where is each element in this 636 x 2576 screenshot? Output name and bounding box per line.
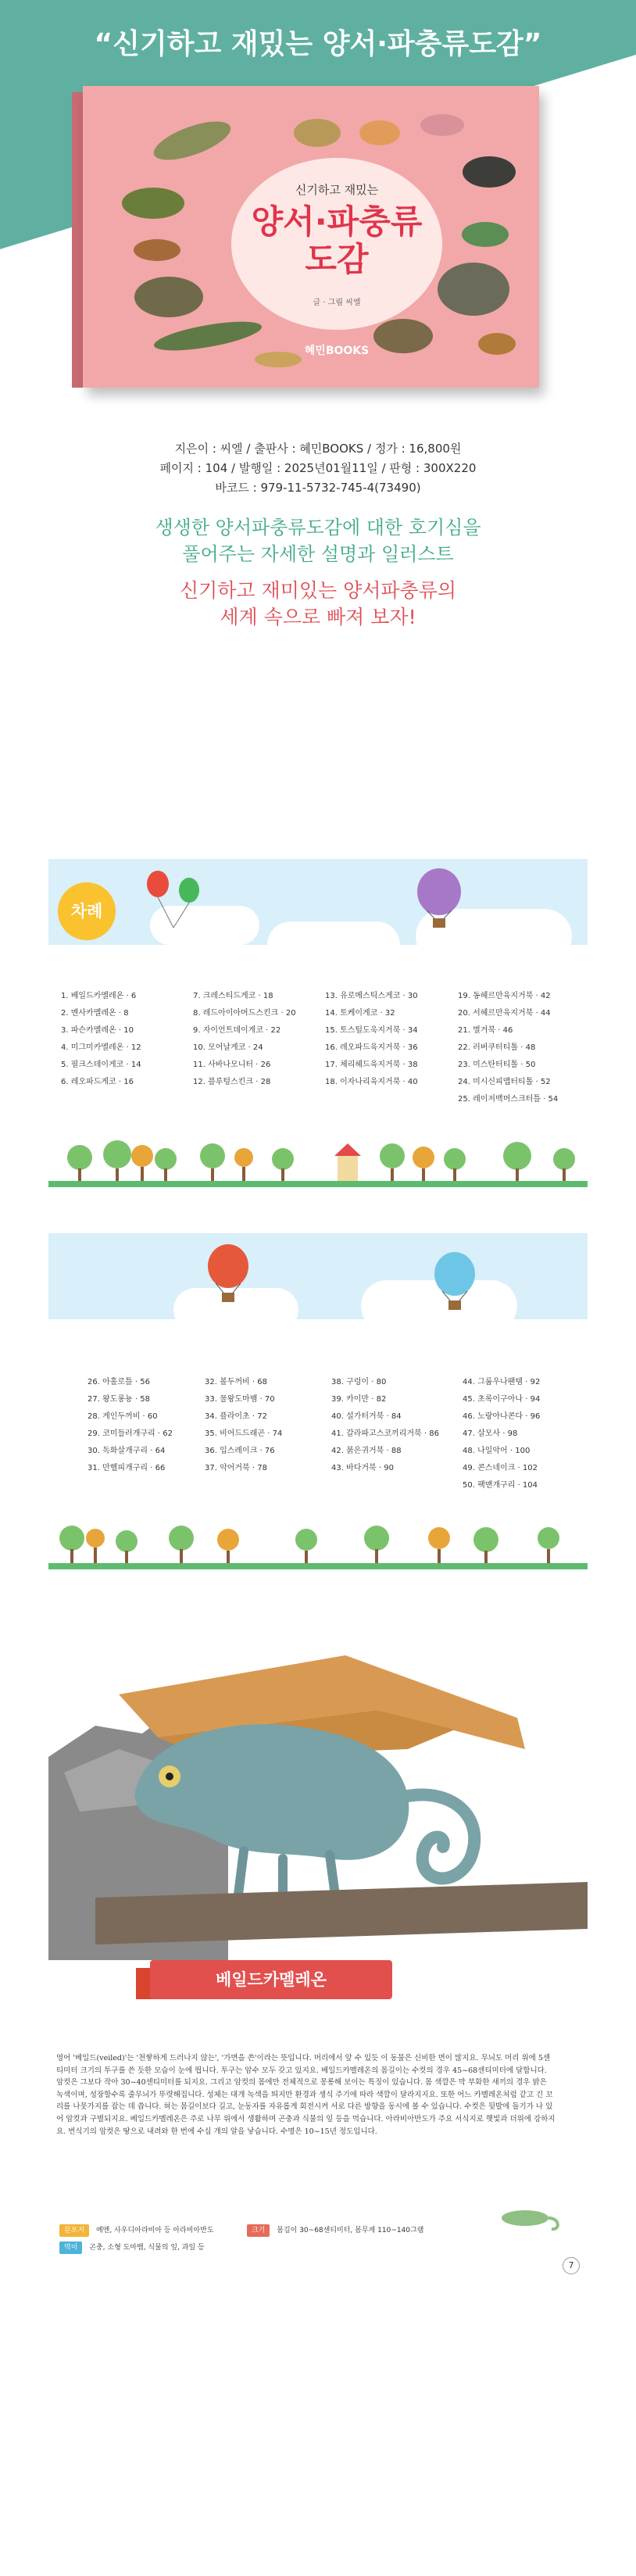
mini-chameleon-icon <box>486 2202 564 2234</box>
cloud-band <box>48 945 588 992</box>
toc-item: 28. 게인두꺼비 · 60 <box>88 1412 158 1421</box>
tagline-red-line: 신기하고 재미있는 양서파충류의 <box>180 579 456 602</box>
toc-item: 18. 이자나리육지거북 · 40 <box>325 1078 418 1086</box>
toc-item: 5. 필크스데이게코 · 14 <box>61 1061 141 1069</box>
toc-item: 40. 설가터거북 · 84 <box>331 1412 402 1421</box>
cover-title-line1: 양서·파충류 <box>251 202 423 241</box>
toc-item: 24. 미시신피맵터티톨 · 52 <box>458 1078 551 1086</box>
book-info <box>0 439 636 498</box>
toc-item: 47. 살모사 · 98 <box>463 1429 518 1438</box>
fact-value: 곤충, 소형 도마뱀, 식물의 잎, 과일 등 <box>89 2244 205 2252</box>
info-line: 페이지 : 104 / 발행일 : 2025년01월11일 / 판형 : 300X220 <box>159 461 477 475</box>
toc-item: 30. 독화살개구리 · 64 <box>88 1447 166 1455</box>
tagline-green-line: 풀어주는 자세한 설명과 일러스트 <box>182 543 454 565</box>
toc-item: 19. 동헤르만육지거북 · 42 <box>458 992 551 1000</box>
book-cover-image <box>72 86 539 391</box>
hot-air-balloon-icon <box>416 867 463 945</box>
toc-item: 1. 베일드카멜레온 · 6 <box>61 992 137 1000</box>
toc-item: 21. 별거북 · 46 <box>458 1026 513 1035</box>
toc-item: 13. 유로메스틱스게코 · 30 <box>325 992 418 1000</box>
toc-item: 23. 미스탄터티톨 · 50 <box>458 1061 536 1069</box>
book-spine <box>72 92 83 388</box>
balloons-illustration <box>142 867 213 929</box>
toc-column <box>325 988 418 1091</box>
hot-air-balloon-icon <box>205 1241 252 1319</box>
toc-item: 32. 볼두꺼비 · 68 <box>205 1378 267 1386</box>
cover-subtitle: 신기하고 재밌는 <box>295 183 379 197</box>
fact-key: 크기 <box>247 2224 270 2237</box>
fact-food <box>59 2241 205 2254</box>
toc-column <box>331 1374 439 1477</box>
toc-item: 25. 레이저백머스크터틀 · 54 <box>458 1095 559 1104</box>
toc-item: 9. 자이언트데이게코 · 22 <box>193 1026 281 1035</box>
article-section <box>48 1960 588 2398</box>
toc-item: 37. 악어거북 · 78 <box>205 1464 267 1472</box>
toc-item: 34. 플라이초 · 72 <box>205 1412 267 1421</box>
headline: “신기하고 재밌는 양서·파충류도감” <box>94 28 542 60</box>
toc-column <box>205 1374 282 1477</box>
info-line: 지은이 : 씨엘 / 출판사 : 혜민BOOKS / 정가 : 16,800원 <box>174 442 462 456</box>
toc-item: 43. 바다거북 · 90 <box>331 1464 394 1472</box>
toc-item: 42. 붉은귀거북 · 88 <box>331 1447 402 1455</box>
cover-title <box>231 203 442 278</box>
tagline-green <box>0 514 636 567</box>
toc-item: 33. 물왕도마뱀 · 70 <box>205 1395 275 1404</box>
toc-item: 49. 콘스네이크 · 102 <box>463 1464 538 1472</box>
chameleon-scene <box>48 1601 588 1960</box>
toc-item: 8. 레드아이아머드스킨크 · 20 <box>193 1009 296 1018</box>
toc-item: 22. 러버쿠터티톨 · 48 <box>458 1043 536 1052</box>
toc-item: 4. 미그미카멜레온 · 12 <box>61 1043 141 1052</box>
toc-item: 50. 팩맨개구리 · 104 <box>463 1481 538 1490</box>
toc-item: 11. 사바나모니터 · 26 <box>193 1061 271 1069</box>
fact-value: 몸길이 30~68센티미터, 몸무게 110~140그램 <box>277 2227 424 2234</box>
tagline-red-line: 세계 속으로 빠져 보자! <box>220 606 416 628</box>
trees-illustration <box>48 1507 588 1569</box>
toc-item: 6. 레오파드게코 · 16 <box>61 1078 134 1086</box>
info-line: 바코드 : 979-11-5732-745-4(73490) <box>215 481 421 495</box>
hot-air-balloon-icon <box>431 1249 478 1327</box>
toc-column <box>61 988 141 1091</box>
top-banner <box>0 0 636 438</box>
fact-distribution <box>59 2224 214 2237</box>
toc-item: 45. 초록이구아나 · 94 <box>463 1395 541 1404</box>
toc-item: 36. 입스레이크 · 76 <box>205 1447 275 1455</box>
toc-column <box>458 988 558 1108</box>
toc-column <box>193 988 296 1091</box>
book-cover <box>83 86 539 388</box>
article-title-ribbon: 베일드카멜레온 <box>150 1960 392 1999</box>
cover-title-line2: 도감 <box>305 240 369 278</box>
fact-key: 분포지 <box>59 2224 89 2237</box>
fact-value: 예멘, 사우디아라비아 등 아라비아반도 <box>95 2227 214 2234</box>
toc-item: 27. 왕도롱뇽 · 58 <box>88 1395 150 1404</box>
toc-badge: 차례 <box>58 882 116 940</box>
toc-item: 20. 서헤르만육지거북 · 44 <box>458 1009 551 1018</box>
cover-publisher: 혜민BOOKS <box>304 345 370 357</box>
tagline-green-line: 생생한 양서파충류도감에 대한 호기심을 <box>155 517 481 538</box>
toc-item: 39. 카이만 · 82 <box>331 1395 387 1404</box>
toc-item: 12. 블루텅스킨크 · 28 <box>193 1078 271 1086</box>
article-body: 영어 '베일드(veiled)'는 '천쌓하게 드러나지 않는', '가면을 쓴'이라는 뜻입니다. 머리에서 앞 수 있듯 이 동물은 신비한 면이 많지요. 무늬도 머리 위에 5센티미터 크기의 투구를 쓴 듯한 모습이 눈에 띕니다. 투구는 암수 모두 갖고 있지요. 베일드카멜레온의 몸길이는 수컷의 경우 45~68센티미터에 달합니다. 암컷은 그보다 작아 30~40센티미터를 되지요. 그리고 암컷의 몸에만 전체적으로 몽롱해 보이는 특징이 있습니다. 몸 색깔은 막 부화한 새끼의 경우 밝은 녹색이며, 성장할수록 줄무늬가 뚜렷해집니다. 성체는 대개 녹색을 띄지만 환경과 생식 주기에 따라 색깔이 달라지지요. 또한 어느 카멜레온처럼 같고 긴 꼬리를 나뭇가지를 잡는 데 씁니다. 혀는 몸길이보다 길고, 눈동자를 자유롭게 회전시켜 서로 다른 방향을 동시에 볼 수 있습니다. 수컷은 뒷발에 돌기가 나 있어 암컷과 구별되지요. 베일드카멜레온은 주로 나무 위에서 생활하며 곤충과 식물의 잎 등을 먹습니다. 아라비아반도가 주요 서식지로 햇빛과 더위에 강하지요. 번식기의 암컷은 땅으로 내려와 한 번에 수십 개의 알을 낳습니다. 수명은 10~15년 정도입니다. <box>56 2054 556 2136</box>
toc-item: 35. 비어드드래곤 · 74 <box>205 1429 283 1438</box>
toc-item: 7. 크레스티드게코 · 18 <box>193 992 273 1000</box>
cloud-band <box>48 1319 588 1366</box>
cover-author: 글 · 그림 씨엘 <box>313 299 361 307</box>
toc-item: 26. 아홀로틀 · 56 <box>88 1378 150 1386</box>
toc-item: 46. 노랑아나콘다 · 96 <box>463 1412 541 1421</box>
toc-item: 3. 파슨카멜레온 · 10 <box>61 1026 134 1035</box>
toc-item: 48. 나일악어 · 100 <box>463 1447 531 1455</box>
toc-item: 38. 구렁이 · 80 <box>331 1378 387 1386</box>
toc-item: 41. 갈라파고스코끼리거북 · 86 <box>331 1429 439 1438</box>
toc-item: 44. 그룹우나팬템 · 92 <box>463 1378 541 1386</box>
toc-item: 15. 토스털도욱지거북 · 34 <box>325 1026 418 1035</box>
fact-key: 먹이 <box>59 2241 82 2254</box>
toc-item: 14. 토케이게코 · 32 <box>325 1009 395 1018</box>
toc-item: 31. 만헬피개구리 · 66 <box>88 1464 166 1472</box>
toc-page-2 <box>48 1233 588 1593</box>
toc-item: 16. 레오파드육지거북 · 36 <box>325 1043 418 1052</box>
toc-item: 17. 체리헤드육지거북 · 38 <box>325 1061 418 1069</box>
toc-item: 10. 모어날게코 · 24 <box>193 1043 263 1052</box>
page-number: 7 <box>563 2257 580 2274</box>
tagline-red <box>0 577 636 630</box>
toc-column <box>463 1374 540 1494</box>
fact-size <box>247 2224 423 2237</box>
trees-illustration <box>48 1125 588 1187</box>
chameleon-illustration <box>48 1601 588 1960</box>
toc-page-1 <box>48 859 588 1218</box>
toc-item: 2. 멘사카멜레온 · 8 <box>61 1009 129 1018</box>
toc-column <box>88 1374 173 1477</box>
toc-item: 29. 코미들러개구리 · 62 <box>88 1429 173 1438</box>
